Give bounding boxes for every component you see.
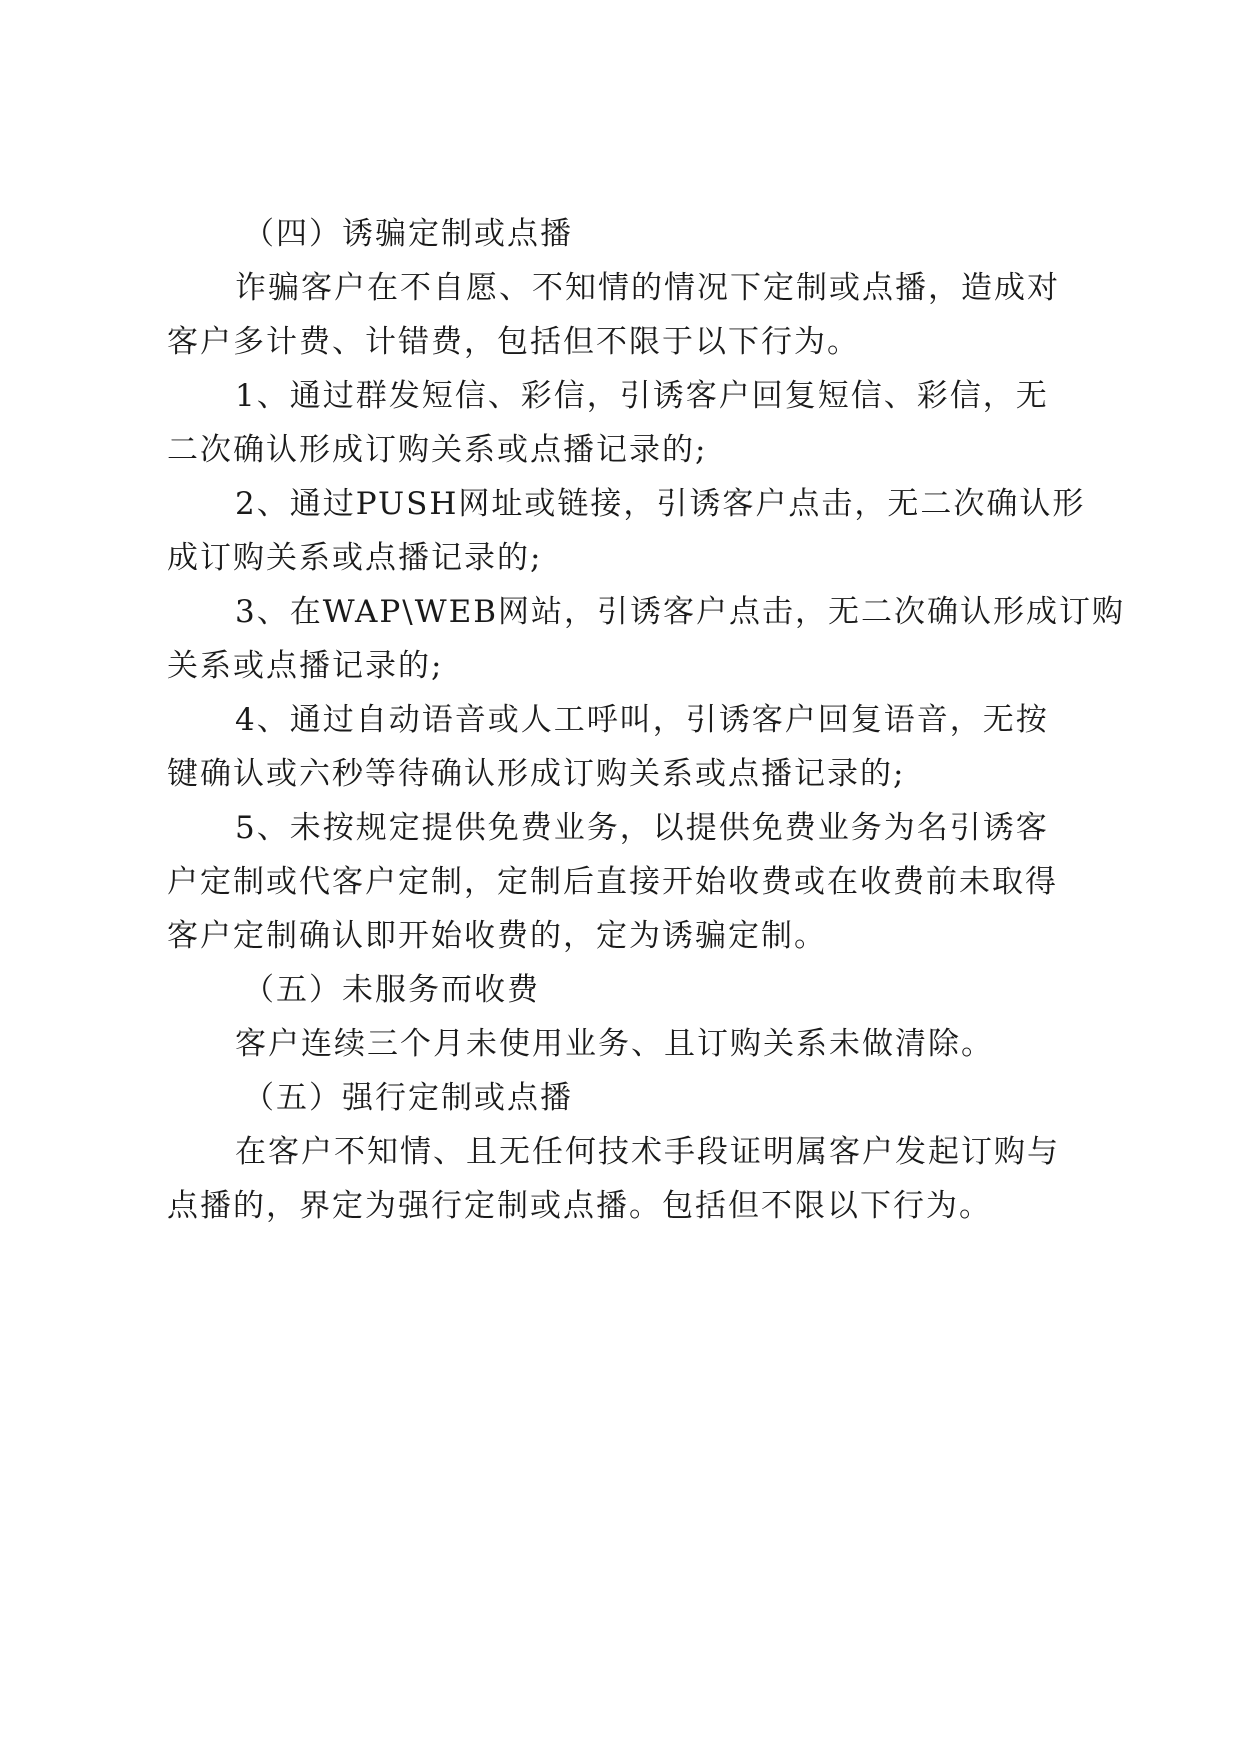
section-heading-5b: （五）强行定制或点播 [243,1080,573,1116]
list-item-5-line: 5、未按规定提供免费业务，以提供免费业务为名引诱客 [235,810,1049,846]
list-item-3-line: 3、在WAP\WEB网站，引诱客户点击，无二次确认形成订购 [235,594,1126,630]
paragraph-line: 在客户不知情、且无任何技术手段证明属客户发起订购与 [235,1134,1060,1170]
paragraph-line: 客户多计费、计错费，包括但不限于以下行为。 [167,324,860,360]
section-heading-5a: （五）未服务而收费 [243,972,540,1008]
list-item-4-line: 4、通过自动语音或人工呼叫，引诱客户回复语音，无按 [235,702,1049,738]
paragraph-line: 点播的，界定为强行定制或点播。包括但不限以下行为。 [167,1188,992,1224]
list-item-3-line: 关系或点播记录的; [167,648,444,684]
list-item-4-line: 键确认或六秒等待确认形成订购关系或点播记录的; [167,756,906,792]
list-item-1-line: 1、通过群发短信、彩信，引诱客户回复短信、彩信，无 [235,378,1049,414]
paragraph-line: 诈骗客户在不自愿、不知情的情况下定制或点播，造成对 [235,270,1060,306]
list-item-5-line: 客户定制确认即开始收费的，定为诱骗定制。 [167,918,827,954]
list-item-2-line: 成订购关系或点播记录的; [167,540,543,576]
list-item-5-line: 户定制或代客户定制，定制后直接开始收费或在收费前未取得 [167,864,1058,900]
list-item-2-line: 2、通过PUSH网址或链接，引诱客户点击，无二次确认形 [235,486,1086,522]
list-item-1-line: 二次确认形成订购关系或点播记录的; [167,432,708,468]
paragraph-line: 客户连续三个月未使用业务、且订购关系未做清除。 [235,1026,994,1062]
section-heading-4: （四）诱骗定制或点播 [243,216,573,252]
